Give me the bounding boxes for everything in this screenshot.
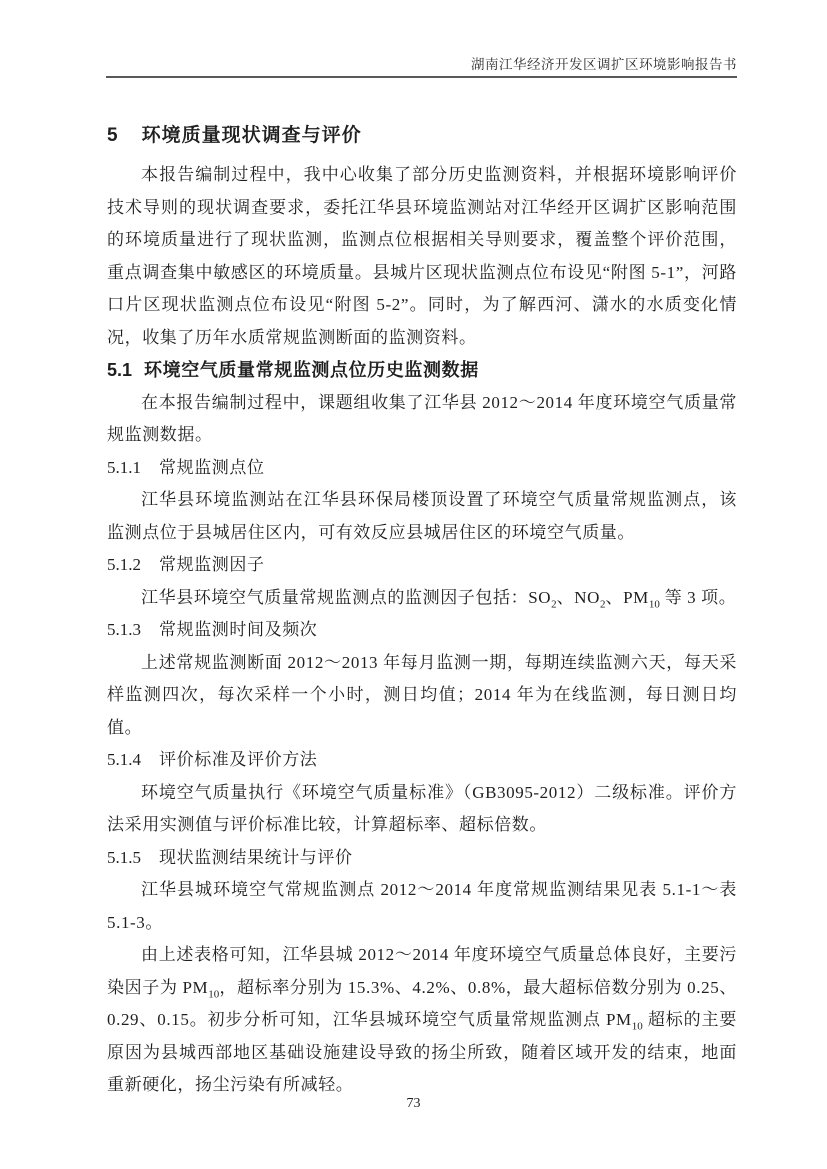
paragraph-5-1-3: 上述常规监测断面 2012～2013 年每月监测一期，每期连续监测六天，每天采样监测四次，每次采样一个小时，测日均值；2014 年为在线监测，每日测日均值。 xyxy=(107,652,737,737)
paragraph-5-1: 在本报告编制过程中，课题组收集了江华县 2012～2014 年度环境空气质量常规监测数据。 xyxy=(107,392,737,444)
text-run: ，超标率分别为 15.3%、4.2%、0.8%，最大超标倍数分别为 0.25、0.29、0.15。初步分析可知，江华县城环境空气质量常规监测点 PM xyxy=(107,977,737,1029)
section-heading-5-1-4 xyxy=(107,744,737,777)
text-run: 由上述表格可知，江华县城 2012～2014 年度环境空气质量总体良好，主要污染因子为 PM xyxy=(107,945,737,997)
chapter-heading xyxy=(107,119,737,153)
subscript-text: 2 xyxy=(600,597,606,610)
text-run: 、NO xyxy=(556,587,600,607)
paragraph-5-1-4: 环境空气质量执行《环境空气质量标准》（GB3095-2012）二级标准。评价方法采用实测值与评价标准比较，计算超标率、超标倍数。 xyxy=(107,782,737,834)
section-number: 5.1.2 xyxy=(107,555,141,574)
chapter-title: 环境质量现状调查与评价 xyxy=(141,125,362,146)
section-title: 环境空气质量常规监测点位历史监测数据 xyxy=(144,360,479,380)
running-header-title: 湖南江华经济开发区调扩区环境影响报告书 xyxy=(471,57,737,72)
paragraph-5-1-1: 江华县环境监测站在江华县环保局楼顶设置了环境空气质量常规监测点，该监测点位于县城居住区内，可有效反应县城居住区的环境空气质量。 xyxy=(107,490,737,542)
paragraph-intro: 本报告编制过程中，我中心收集了部分历史监测资料，并根据环境影响评价技术导则的现状调查要求，委托江华县环境监测站对江华经开区调扩区影响范围的环境质量进行了现状监测，监测点位根据相关导则要求，覆盖整个评价范围，重点调查集中敏感区的环境质量。县城片区现状监测点位布设见“附图 5-1”，河路口片区现状监测点位布设见“附图 5-2”。同时，为了解西河、潇水的水质变化情况，收集了历年水质常规监测断面的监测资料。 xyxy=(107,165,737,347)
header-divider xyxy=(106,76,737,78)
text-run: 、PM xyxy=(605,587,649,607)
page-number: 73 xyxy=(406,1096,421,1111)
section-number: 5.1.3 xyxy=(107,620,141,639)
chapter-number: 5 xyxy=(107,125,118,146)
subscript-text: 10 xyxy=(631,1020,643,1033)
section-title: 常规监测时间及频次 xyxy=(159,620,318,639)
section-title: 常规监测点位 xyxy=(159,457,265,477)
section-title: 现状监测结果统计与评价 xyxy=(159,847,353,867)
section-number: 5.1.4 xyxy=(107,750,141,769)
section-heading-5-1 xyxy=(107,354,737,387)
section-number: 5.1.5 xyxy=(107,847,141,867)
section-number: 5.1.1 xyxy=(107,457,141,477)
section-title: 评价标准及评价方法 xyxy=(159,750,318,769)
paragraph-5-1-5-b xyxy=(107,939,737,1102)
subscript-text: 10 xyxy=(648,597,660,610)
text-run: 江华县环境空气质量常规监测点的监测因子包括：SO xyxy=(141,587,552,607)
section-heading-5-1-2 xyxy=(107,549,737,582)
paragraph-5-1-2 xyxy=(107,582,737,615)
section-heading-5-1-1 xyxy=(107,452,737,485)
section-heading-5-1-3 xyxy=(107,614,737,647)
document-content xyxy=(107,119,737,1102)
running-header xyxy=(106,56,737,74)
section-number: 5.1 xyxy=(107,360,133,380)
subscript-text: 10 xyxy=(208,987,220,1000)
section-heading-5-1-5 xyxy=(107,842,737,875)
subscript-text: 2 xyxy=(551,597,557,610)
paragraph-5-1-5-a: 江华县城环境空气常规监测点 2012～2014 年度常规监测结果见表 5.1-1～表 5.1-3。 xyxy=(107,880,737,932)
section-title: 常规监测因子 xyxy=(159,555,265,574)
text-run: 超标的主要原因为县城西部地区基础设施建设导致的扬尘所致，随着区域开发的结束，地面重新硬化，扬尘污染有所减轻。 xyxy=(107,1010,737,1094)
text-run: 等 3 项。 xyxy=(659,587,737,607)
